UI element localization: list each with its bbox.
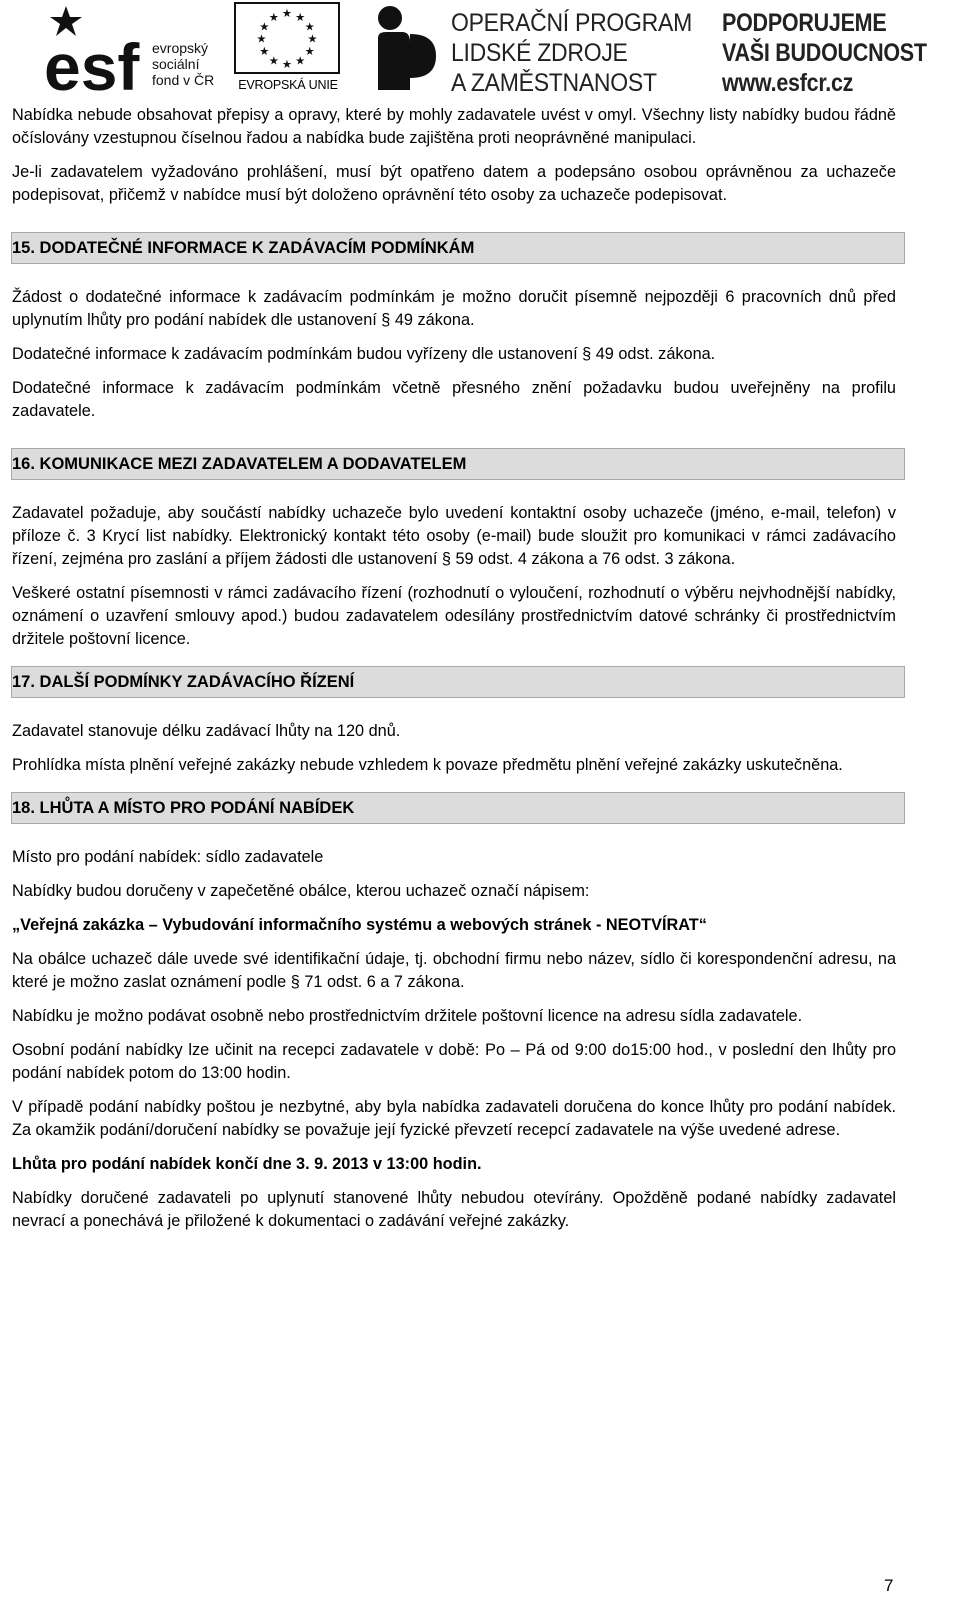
- paragraph: Prohlídka místa plnění veřejné zakázky nebude vzhledem k povaze předmětu plnění veřejné zakázky uskutečněna.: [12, 756, 843, 774]
- svg-text:★: ★: [295, 10, 306, 25]
- op-program-icon: [376, 4, 440, 92]
- svg-text:★: ★: [259, 44, 270, 59]
- section-heading-18: [11, 792, 905, 824]
- slogan: [722, 8, 927, 98]
- section-number: 18.: [12, 799, 35, 817]
- paragraph: Veškeré ostatní písemnosti v rámci zadávacího řízení (rozhodnutí o vyloučení, rozhodnutí o výběru nejvhodnější nabídky, oznámení o uzavření smlouvy apod.) budou zadavatelem odesílány prostřednictvím datové schránky či prostřednictvím držitele poštovní licence.: [12, 584, 896, 648]
- logo-header: [0, 0, 960, 98]
- paragraph: Nabídku je možno podávat osobně nebo prostřednictvím držitele poštovní licence na adresu sídla zadavatele.: [12, 1007, 803, 1025]
- paragraph: V případě podání nabídky poštou je nezbytné, aby byla nabídka zadavateli doručena do konce lhůty pro podání nabídek. Za okamžik podání/doručení nabídky se považuje její fyzické převzetí recepcí zadavatele na výše uvedené adrese.: [12, 1098, 896, 1139]
- esf-subtitle: [152, 40, 214, 88]
- svg-text:★: ★: [304, 44, 315, 59]
- section-heading-15: [11, 232, 905, 264]
- program-line: LIDSKÉ ZDROJE: [451, 39, 628, 67]
- slogan-url: www.esfcr.cz: [722, 69, 854, 97]
- section-number: 17.: [12, 673, 35, 691]
- svg-text:★: ★: [256, 31, 267, 46]
- slogan-line: PODPORUJEME: [722, 9, 887, 37]
- section-title: DODATEČNÉ INFORMACE K ZADÁVACÍM PODMÍNKÁM: [39, 239, 475, 257]
- paragraph: Nabídka nebude obsahovat přepisy a opravy, které by mohly zadavatele uvést v omyl. Všechny listy nabídky budou řádně očíslovány vzestupnou číselnou řadou a nabídka bude zajištěna proti neoprávněné manipulaci.: [12, 106, 896, 147]
- svg-text:★: ★: [281, 57, 293, 72]
- section-title: KOMUNIKACE MEZI ZADAVATELEM A DODAVATELEM: [39, 455, 467, 473]
- eu-flag-icon: [234, 2, 340, 74]
- program-line: A ZAMĚSTNANOST: [451, 69, 657, 97]
- svg-text:★: ★: [281, 6, 293, 21]
- section-title: DALŠÍ PODMÍNKY ZADÁVACÍHO ŘÍZENÍ: [39, 673, 355, 691]
- esf-logo: [44, 4, 144, 94]
- esf-logo-text: esf: [44, 30, 140, 94]
- paragraph: Na obálce uchazeč dále uvede své identifikační údaje, tj. obchodní firmu nebo název, sídlo či korespondenční adresu, na které je možno zaslat oznámení podle § 71 odst. 6 a 7 zákona.: [12, 950, 896, 991]
- paragraph: Nabídky budou doručeny v zapečetěné obálce, kterou uchazeč označí nápisem:: [12, 882, 590, 900]
- esf-sub-line: evropský: [152, 40, 209, 56]
- esf-sub-line: fond v ČR: [152, 72, 215, 88]
- eu-label: EVROPSKÁ UNIE: [238, 78, 338, 92]
- svg-text:★: ★: [307, 31, 318, 46]
- paragraph: Je-li zadavatelem vyžadováno prohlášení, musí být opatřeno datem a podepsáno osobou oprávněnou za uchazeče podepisovat, přičemž v nabídce musí být doloženo oprávnění této osoby za uchazeče podepisovat.: [12, 163, 896, 204]
- eu-logo: [234, 2, 342, 94]
- section-heading-17: [11, 666, 905, 698]
- paragraph: Dodatečné informace k zadávacím podmínkám budou vyřízeny dle ustanovení § 49 odst. zákona.: [12, 345, 716, 363]
- envelope-label-quote: „Veřejná zakázka – Vybudování informačního systému a webových stránek - NEOTVÍRAT“: [12, 916, 707, 934]
- paragraph: Místo pro podání nabídek: sídlo zadavatele: [12, 848, 324, 866]
- svg-text:★: ★: [268, 53, 279, 68]
- slogan-line: VAŠI BUDOUCNOST: [722, 39, 927, 67]
- section-number: 16.: [12, 455, 35, 473]
- esf-sub-line: sociální: [152, 56, 200, 72]
- svg-text:★: ★: [268, 10, 279, 25]
- paragraph: Žádost o dodatečné informace k zadávacím podmínkám je možno doručit písemně nejpozději 6 pracovních dnů před uplynutím lhůty pro podání nabídek dle ustanovení § 49 zákona.: [12, 288, 896, 329]
- deadline-statement: Lhůta pro podání nabídek končí dne 3. 9. 2013 v 13:00 hodin.: [12, 1155, 482, 1173]
- svg-text:★: ★: [304, 19, 315, 34]
- program-line: OPERAČNÍ PROGRAM: [451, 9, 692, 37]
- paragraph: Zadavatel požaduje, aby součástí nabídky uchazeče bylo uvedení kontaktní osoby uchazeče (jméno, e-mail, telefon) v příloze č. 3 Krycí list nabídky. Elektronický kontakt této osoby (e-mail) bude sloužit pro komunikaci v rámci zadávacího řízení, zejména pro zaslání a příjem žádosti dle ustanovení § 59 odst. 4 zákona a 76 odst. 3 zákona.: [12, 504, 896, 568]
- paragraph: Nabídky doručené zadavateli po uplynutí stanovené lhůty nebudou otevírány. Opožděně podané nabídky zadavatel nevrací a ponechává je přiložené k dokumentaci o zadávání veřejné zakázky.: [12, 1189, 896, 1230]
- paragraph: Osobní podání nabídky lze učinit na recepci zadavatele v době: Po – Pá od 9:00 do15:00 hod., v poslední den lhůty pro podání nabídek potom do 13:00 hodin.: [12, 1041, 896, 1082]
- section-heading-16: [11, 448, 905, 480]
- section-number: 15.: [12, 239, 35, 257]
- page-number: 7: [884, 1576, 894, 1595]
- paragraph: Dodatečné informace k zadávacím podmínkám včetně přesného znění požadavku budou uveřejněny na profilu zadavatele.: [12, 379, 896, 420]
- document-body: [12, 104, 896, 1244]
- svg-text:★: ★: [259, 19, 270, 34]
- paragraph: Zadavatel stanovuje délku zadávací lhůty na 120 dnů.: [12, 722, 401, 740]
- svg-text:★: ★: [295, 53, 306, 68]
- program-title: [451, 8, 692, 98]
- section-title: LHŮTA A MÍSTO PRO PODÁNÍ NABÍDEK: [39, 799, 355, 817]
